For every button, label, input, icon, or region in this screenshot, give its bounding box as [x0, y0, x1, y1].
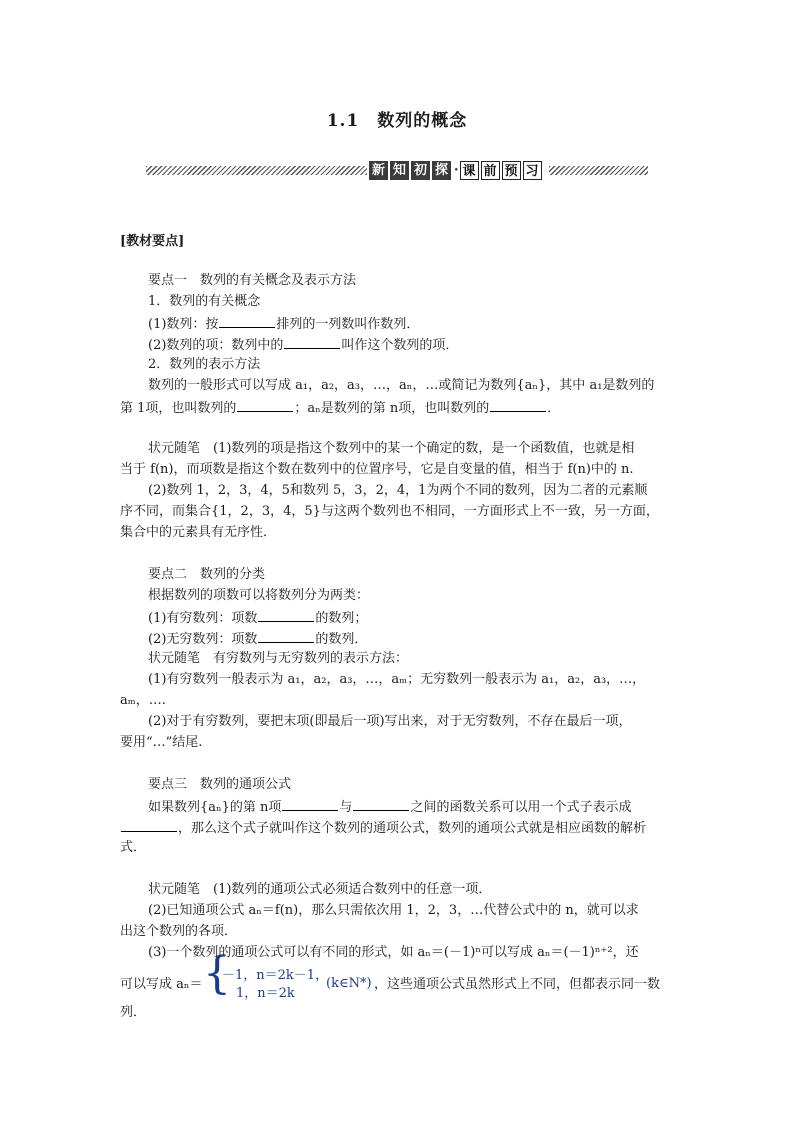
section-banner [146, 159, 648, 181]
banner-box: 预 [502, 161, 521, 180]
text: (1)数列：按 [148, 317, 219, 332]
banner-box: 课 [460, 161, 479, 180]
note-line: (3)一个数列的通项公式可以有不同的形式，如 aₙ＝(－1)ⁿ可以写成 aₙ＝(－1)ⁿ⁺²，还 [148, 945, 639, 960]
piecewise-case: 1，n＝2k [236, 986, 295, 1001]
note-line: (2)数列 1，2，3，4，5和数列 5，3，2，4，1为两个不同的数列，因为二者的元素顺 [148, 483, 648, 498]
text: 如果数列{aₙ}的第 n项 [148, 800, 282, 815]
text-line [148, 335, 458, 355]
note-line: 当于 f(n)，而项数是指这个数在数列中的位置序号，它是自变量的值，相当于 f(n)中的 n. [120, 462, 634, 477]
fill-blank [282, 797, 338, 811]
text: 的数列． [315, 632, 368, 647]
text-line [148, 608, 367, 628]
fill-blank [121, 818, 177, 832]
piecewise-condition: (k∈N*) [326, 976, 372, 991]
banner-dot: · [454, 162, 459, 178]
banner-box: 新 [369, 161, 388, 180]
heading: 要点一 数列的有关概念及表示方法 [148, 273, 357, 288]
note-line: ，这些通项公式虽然形式上不同，但都表示同一数 [374, 977, 661, 992]
text-line [148, 314, 419, 334]
fill-blank [353, 797, 409, 811]
banner-box: 习 [523, 161, 542, 180]
fill-blank [258, 608, 314, 622]
text: (2)无穷数列：项数 [148, 632, 258, 647]
text-line [148, 797, 631, 817]
note-line: aₘ，…. [120, 693, 166, 708]
banner-hatch-left [146, 166, 367, 175]
fill-blank [284, 335, 340, 349]
text-line [148, 629, 367, 649]
text-line: 式． [120, 840, 147, 855]
banner-box: 知 [390, 161, 409, 180]
text-line: 数列的一般形式可以写成 a₁，a₂，a₃，…，aₙ，…或简记为数列{aₙ}，其中 a₁是数列的 [148, 378, 655, 393]
note-line: (2)对于有穷数列，要把末项(即最后一项)写出来，对于无穷数列，不存在最后一项， [148, 714, 632, 729]
title-text: 数列的概念 [377, 111, 468, 131]
piecewise-case: －1，n＝2k－1， [222, 968, 329, 983]
note-line: 状元随笔 (1)数列的通项公式必须适合数列中的任意一项． [148, 882, 492, 897]
text: 与 [339, 800, 353, 815]
text: (2)数列的项：数列中的 [148, 338, 284, 353]
section-label: [教材要点] [120, 234, 185, 249]
note-line: 状元随笔 (1)数列的项是指这个数列中的某一个确定的数，是一个函数值，也就是相 [148, 441, 635, 456]
note-line: 状元随笔 有穷数列与无穷数列的表示方法： [148, 651, 409, 666]
banner-box: 前 [481, 161, 500, 180]
text: 排列的一列数叫作数列． [276, 317, 420, 332]
title-number: 1.1 [326, 111, 360, 131]
note-line: 序不同，而集合{1，2，3，4，5}与这两个数列也不相同，一方面形式上不一致，另一方面， [120, 504, 659, 519]
text-line [120, 818, 646, 838]
text: 叫作这个数列的项． [341, 338, 459, 353]
note-line: 出这个数列的各项． [120, 924, 238, 939]
fill-blank [258, 629, 314, 643]
banner-box: 探 [432, 161, 451, 180]
text-line [120, 398, 560, 418]
heading: 要点二 数列的分类 [148, 567, 266, 582]
note-line: 集合中的元素具有无序性． [120, 525, 277, 540]
page-title [0, 106, 794, 131]
text: 第 1项，也叫数列的 [120, 401, 237, 416]
text: (1)有穷数列：项数 [148, 611, 258, 626]
note-line: (1)有穷数列一般表示为 a₁，a₂，a₃，…，aₘ；无穷数列一般表示为 a₁，a₂，a₃，…， [148, 672, 646, 687]
note-line: 要用“…”结尾. [120, 735, 203, 750]
note-line: (2)已知通项公式 aₙ＝f(n)，那么只需依次用 1，2，3，…代替公式中的 n，就可以求 [148, 903, 639, 918]
banner-hatch-right [549, 166, 648, 175]
text: ，那么这个式子就叫作这个数列的通项公式，数列的通项公式就是相应函数的解析 [178, 821, 647, 836]
text-line: 2．数列的表示方法 [148, 357, 261, 372]
banner-label [369, 159, 549, 181]
brace-symbol: { [203, 948, 231, 999]
text: 之间的函数关系可以用一个式子表示成 [410, 800, 632, 815]
note-line: 列． [120, 1005, 147, 1020]
banner-box: 初 [411, 161, 430, 180]
text: 的数列； [315, 611, 368, 626]
text: ；aₙ是数列的第 n项，也叫数列的 [294, 401, 490, 416]
note-line: 可以写成 aₙ＝ [120, 977, 203, 992]
fill-blank [490, 398, 546, 412]
fill-blank [219, 314, 275, 328]
fill-blank [237, 398, 293, 412]
text: ． [547, 401, 561, 416]
text-line: 1．数列的有关概念 [148, 294, 261, 309]
heading: 要点三 数列的通项公式 [148, 777, 292, 792]
text-line: 根据数列的项数可以将数列分为两类： [148, 588, 370, 603]
